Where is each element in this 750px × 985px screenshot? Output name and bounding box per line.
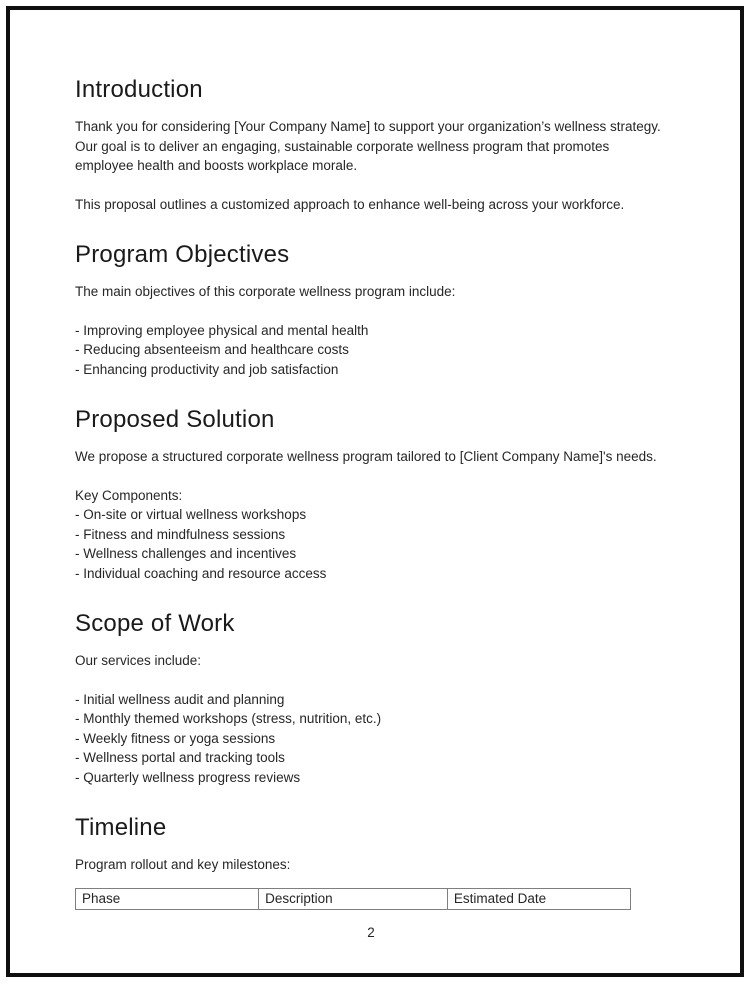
heading-timeline: Timeline bbox=[75, 814, 167, 841]
list-item: - Wellness portal and tracking tools bbox=[75, 750, 285, 765]
timeline-intro: Program rollout and key milestones: bbox=[75, 857, 291, 872]
scope-of-work-intro: Our services include: bbox=[75, 653, 202, 668]
document-content bbox=[0, 9, 750, 942]
program-objectives-intro: The main objectives of this corporate wellness program include: bbox=[75, 284, 456, 299]
list-item: - Monthly themed workshops (stress, nutrition, etc.) bbox=[75, 711, 382, 726]
heading-scope-of-work: Scope of Work bbox=[75, 610, 235, 637]
heading-proposed-solution: Proposed Solution bbox=[75, 406, 275, 433]
list-item: - Wellness challenges and incentives bbox=[75, 546, 297, 561]
list-item: - Quarterly wellness progress reviews bbox=[75, 769, 301, 785]
list-item: - Weekly fitness or yoga sessions bbox=[75, 730, 276, 746]
key-components-label: Key Components: bbox=[75, 487, 183, 503]
list-item: - Reducing absenteeism and healthcare costs bbox=[75, 342, 349, 357]
scope-of-work-list bbox=[75, 690, 667, 788]
table-header-description: Description bbox=[259, 888, 448, 909]
timeline-table bbox=[75, 888, 631, 910]
page-number: 2 bbox=[367, 924, 375, 940]
program-objectives-list bbox=[75, 321, 667, 380]
proposed-solution-intro: We propose a structured corporate wellness program tailored to [Client Company Name]'s needs. bbox=[75, 449, 657, 464]
list-item: - Initial wellness audit and planning bbox=[75, 691, 285, 707]
heading-introduction: Introduction bbox=[75, 76, 203, 103]
list-item: - Fitness and mindfulness sessions bbox=[75, 526, 286, 542]
key-components-list bbox=[75, 486, 667, 584]
table-header-estimated-date: Estimated Date bbox=[447, 888, 630, 909]
list-item: - Enhancing productivity and job satisfaction bbox=[75, 361, 339, 377]
table-header-row bbox=[76, 888, 631, 909]
introduction-paragraph-2: This proposal outlines a customized approach to enhance well-being across your workforce. bbox=[75, 196, 625, 212]
table-header-phase: Phase bbox=[76, 888, 259, 909]
list-item: - Improving employee physical and mental health bbox=[75, 322, 369, 338]
heading-program-objectives: Program Objectives bbox=[75, 241, 290, 268]
introduction-paragraph-1: Thank you for considering [Your Company Name] to support your organization’s wellness strategy. Our goal is to deliver an engaging, sustainable corporate wellness program that promotes employee health and boosts workplace morale. bbox=[75, 119, 661, 173]
list-item: - On-site or virtual wellness workshops bbox=[75, 507, 307, 522]
list-item: - Individual coaching and resource access bbox=[75, 565, 327, 581]
